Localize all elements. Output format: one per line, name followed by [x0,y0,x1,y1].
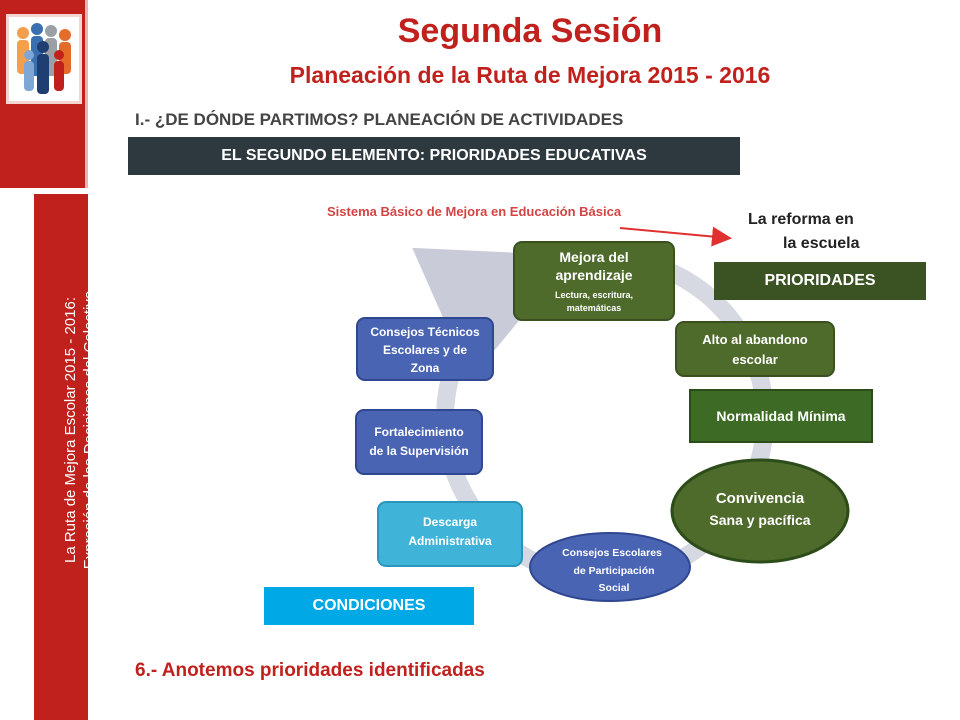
reform-pointer-arrow [620,228,728,238]
convivencia-line1: Convivencia [715,490,805,507]
task-instruction: 6.- Anotemos prioridades identificadas [135,660,485,681]
node-abandono-escolar [676,322,834,376]
descarga-line1: Descarga [422,515,478,529]
consejos-esc-line1: Consejos Escolares [562,547,662,559]
page-subtitle: Planeación de la Ruta de Mejora 2015 - 2016 [289,62,771,88]
ctz-line3: Zona [410,361,440,375]
ctz-line1: Consejos Técnicos [370,325,480,339]
prioridades-badge: PRIORIDADES [714,262,926,300]
reform-line2: la escuela [783,235,860,252]
consejos-esc-line2: de Participación [573,565,655,577]
node-consejos-escolares [530,533,690,601]
abandono-line1: Alto al abandono [702,332,808,347]
improvement-system-diagram [300,190,900,610]
system-title: Sistema Básico de Mejora en Educación Básica [327,204,622,219]
mejora-sub2: matemáticas [566,303,622,313]
normalidad-label: Normalidad Mínima [716,408,846,424]
abandono-line2: escolar [732,352,778,367]
ctz-line2: Escolares y de [382,343,468,357]
node-fortalecimiento-supervision [356,410,482,474]
sidebar-caption-line1: La Ruta de Mejora Escolar 2015 - 2016: [62,297,79,563]
people-group-icon [9,17,79,101]
sidebar-caption [61,170,115,690]
node-mejora-aprendizaje [514,242,674,320]
mejora-line1: Mejora del [559,249,629,265]
page-title: Segunda Sesión [397,12,663,50]
node-normalidad-minima [690,390,872,442]
node-convivencia [672,460,848,562]
descarga-line2: Administrativa [408,534,492,548]
element-banner: EL SEGUNDO ELEMENTO: PRIORIDADES EDUCATIVAS [128,137,740,175]
node-consejos-tecnicos [357,318,493,380]
mejora-sub1: Lectura, escritura, [554,290,634,300]
logo [6,14,82,104]
sidebar-caption-line2: Expresión de las Decisiones del Colectivo [81,290,98,570]
convivencia-line2: Sana y pacífica [709,512,811,528]
reform-line1: La reforma en [748,211,854,228]
fortal-line1: Fortalecimiento [374,425,464,439]
consejos-esc-line3: Social [598,582,630,594]
node-descarga-administrativa [378,502,522,566]
fortal-line2: de la Supervisión [369,444,469,458]
section-heading: I.- ¿DE DÓNDE PARTIMOS? PLANEACIÓN DE ACTIVIDADES [135,110,624,129]
condiciones-badge: CONDICIONES [264,587,474,625]
mejora-line2: aprendizaje [555,267,633,283]
